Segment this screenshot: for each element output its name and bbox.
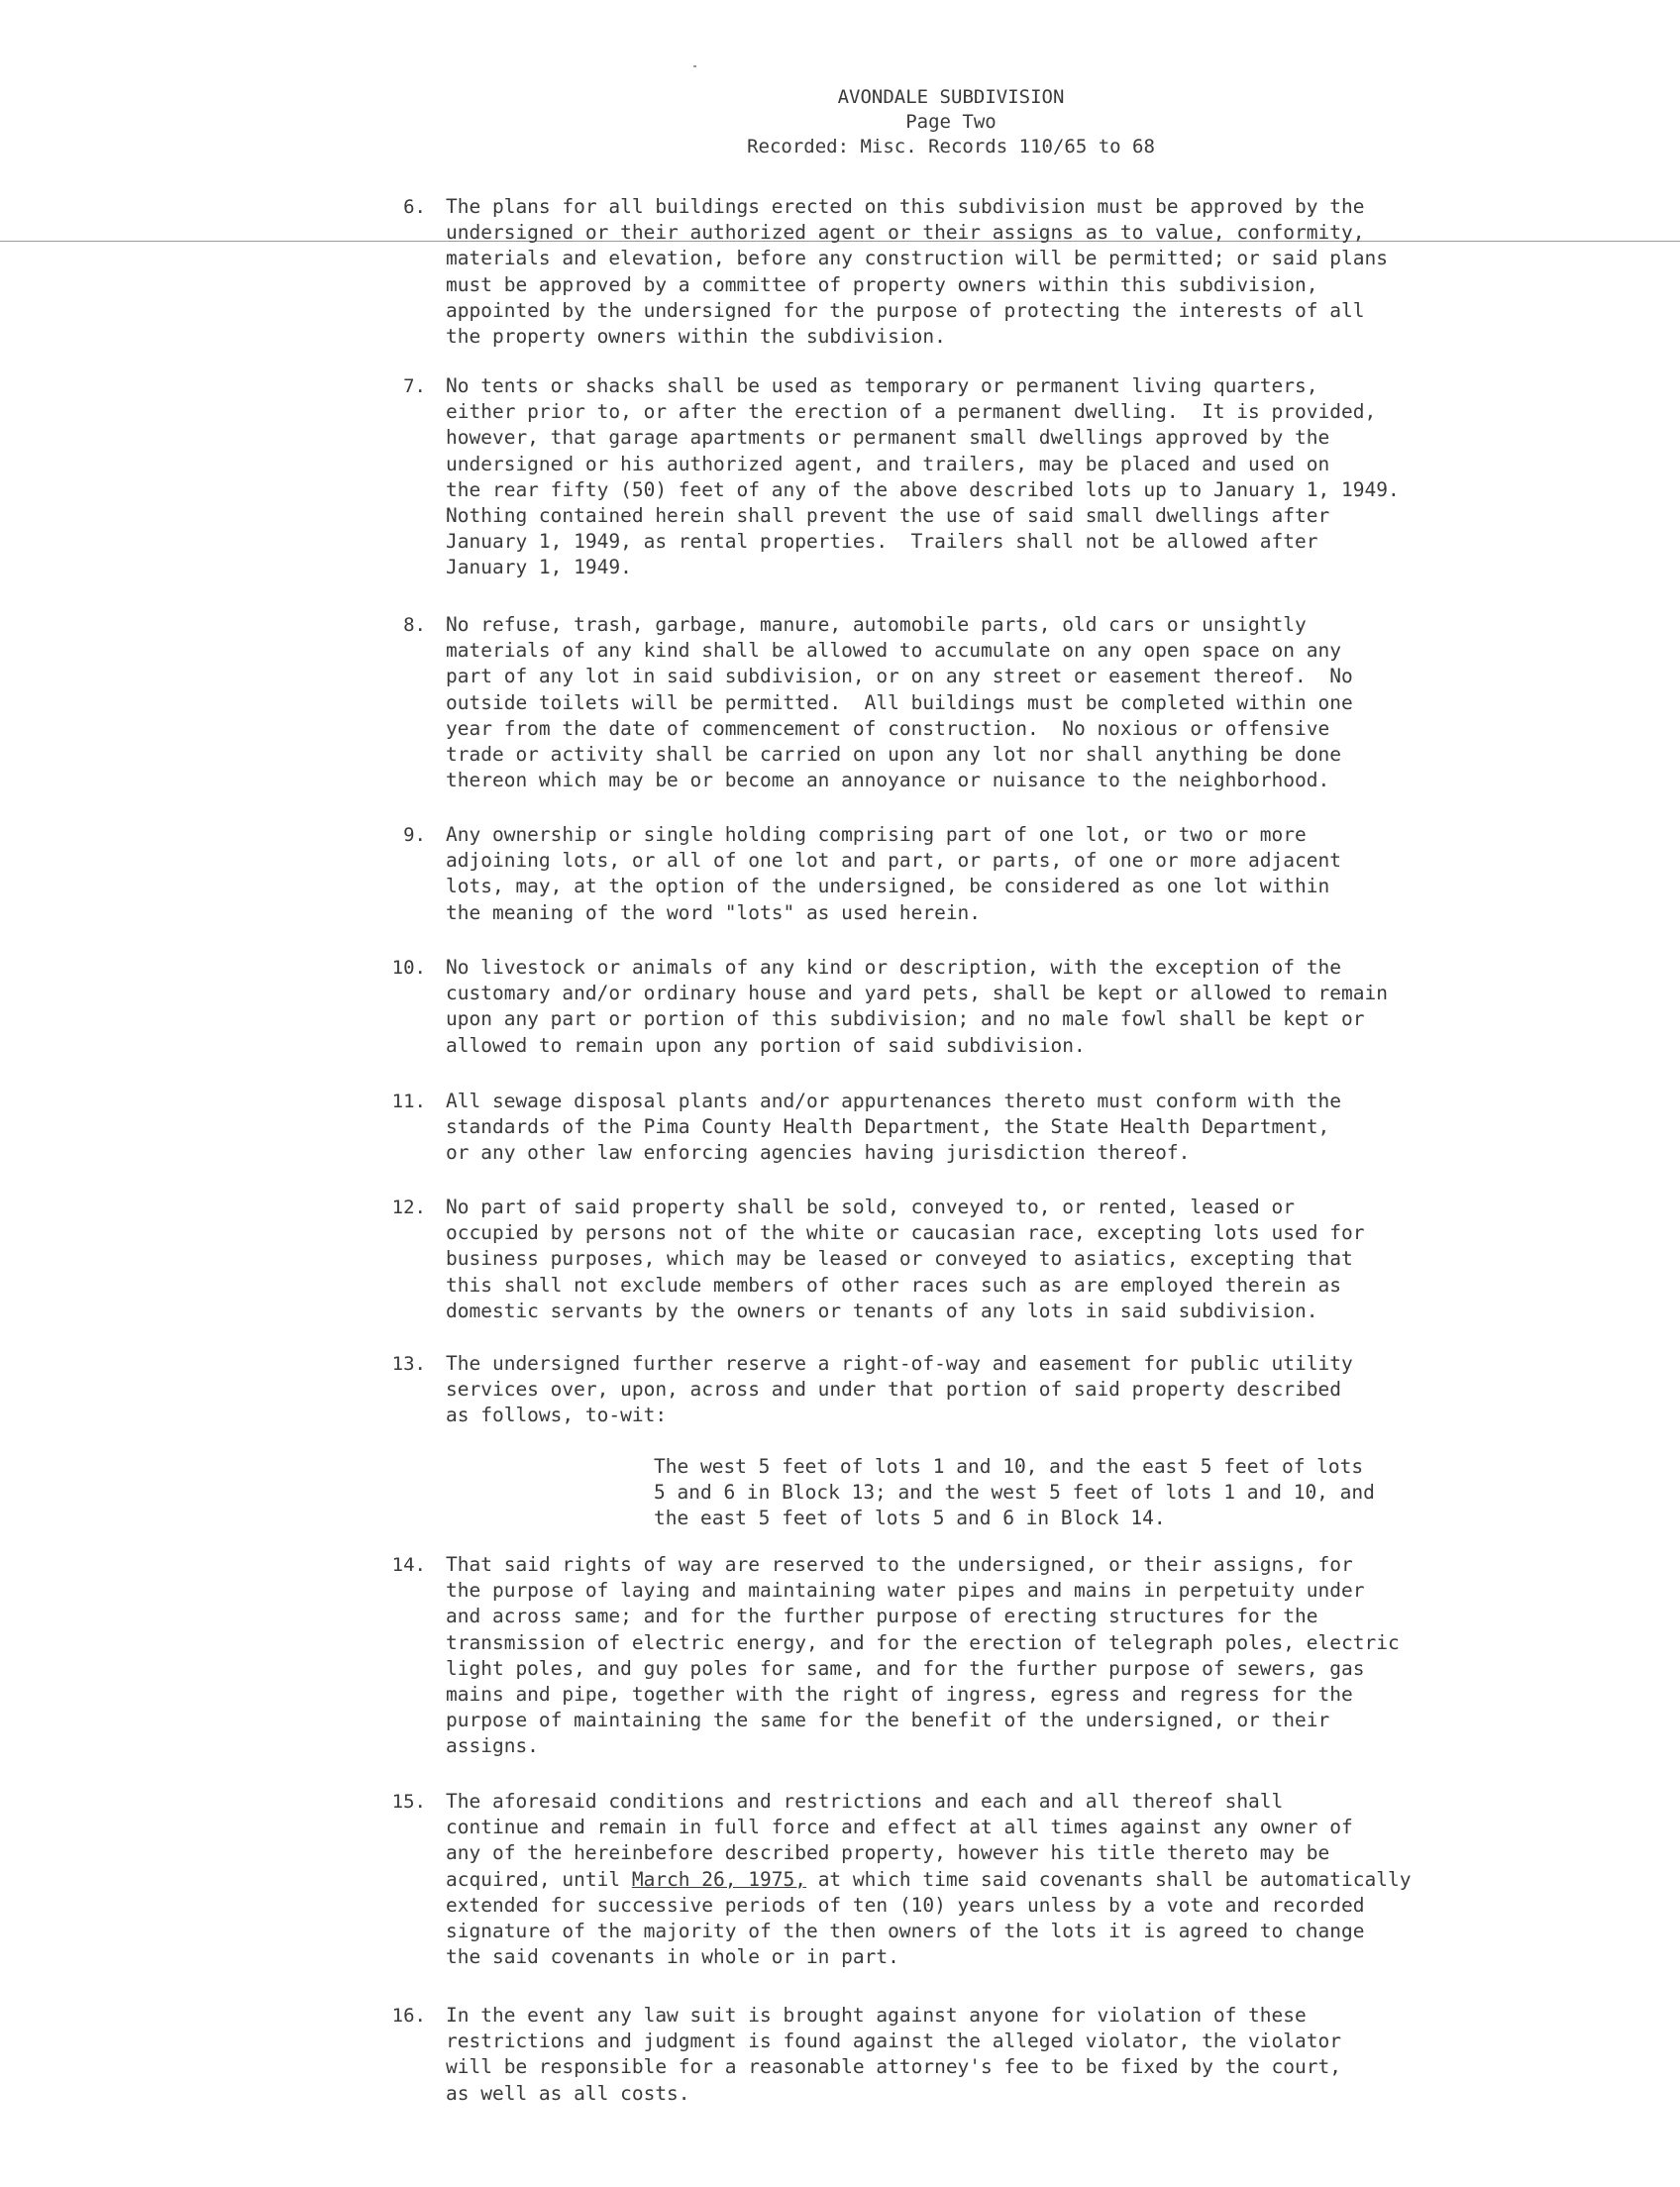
restriction-item-16	[391, 2003, 1634, 2107]
text-line: as well as all costs.	[446, 2081, 690, 2105]
document-header	[693, 85, 1208, 159]
scan-speck	[693, 65, 696, 67]
text-line: this shall not exclude members of other races such as are employed therein as	[446, 1273, 1341, 1297]
recording-reference: Recorded: Misc. Records 110/65 to 68	[747, 136, 1155, 157]
text-line: The plans for all buildings erected on this subdivision must be approved by the	[446, 195, 1365, 218]
text-line: undersigned or their authorized agent or their assigns as to value, conformity,	[446, 221, 1365, 245]
text-line: No livestock or animals of any kind or description, with the exception of the	[446, 956, 1341, 979]
text-line: 5 and 6 in Block 13; and the west 5 feet of lots 1 and 10, and	[654, 1481, 1375, 1505]
text-line: must be approved by a committee of property owners within this subdivision,	[446, 272, 1318, 296]
text-line: will be responsible for a reasonable attorney's fee to be fixed by the court,	[446, 2055, 1341, 2079]
restriction-item-14	[391, 1552, 1634, 1760]
text-line: The aforesaid conditions and restrictions and each and all thereof shall	[446, 1790, 1284, 1813]
page-label: Page Two	[905, 111, 997, 133]
text-line: the rear fifty (50) feet of any of the above described lots up to January 1, 1949.	[446, 477, 1400, 501]
item-number: 8.	[403, 614, 426, 636]
restriction-item-7	[403, 373, 1634, 581]
text-line: purpose of maintaining the same for the benefit of the undersigned, or their	[446, 1709, 1330, 1732]
restriction-item-6	[403, 194, 1634, 350]
text-line: however, that garage apartments or permanent small dwellings approved by the	[446, 426, 1330, 450]
text-line: allowed to remain upon any portion of said subdivision.	[446, 1033, 1086, 1057]
text-line: occupied by persons not of the white or caucasian race, excepting lots used for	[446, 1221, 1365, 1245]
text-line: All sewage disposal plants and/or appurtenances thereto must conform with the	[446, 1090, 1341, 1112]
text-line: the purpose of laying and maintaining water pipes and mains in perpetuity under	[446, 1579, 1365, 1603]
restriction-item-15	[391, 1789, 1634, 1970]
easement-description	[654, 1454, 1545, 1532]
item-number: 7.	[403, 375, 426, 397]
text-line: undersigned or his authorized agent, and trailers, may be placed and used on	[446, 452, 1330, 475]
text-line: year from the date of commencement of construction. No noxious or offensive	[446, 716, 1330, 740]
text-line: or any other law enforcing agencies having jurisdiction thereof.	[446, 1141, 1191, 1165]
item-number: 15.	[391, 1791, 426, 1813]
text-line: Nothing contained herein shall prevent the use of said small dwellings after	[446, 504, 1330, 528]
item-number: 12.	[391, 1197, 426, 1218]
text-line: continue and remain in full force and effect at all times against any owner of	[446, 1816, 1353, 1839]
text-line: light poles, and guy poles for same, and for the further purpose of sewers, gas	[446, 1656, 1365, 1680]
text-line: domestic servants by the owners or tenants of any lots in said subdivision.	[446, 1299, 1318, 1322]
text-line: Any ownership or single holding comprising part of one lot, or two or more	[446, 823, 1307, 846]
text-line: business purposes, which may be leased or conveyed to asiatics, excepting that	[446, 1247, 1353, 1271]
document-title: AVONDALE SUBDIVISION	[837, 86, 1065, 108]
text-line: mains and pipe, together with the right of ingress, egress and regress for the	[446, 1683, 1353, 1707]
text-line: the property owners within the subdivision.	[446, 325, 946, 349]
text-line: transmission of electric energy, and for the erection of telegraph poles, electric	[446, 1630, 1400, 1654]
restriction-item-11	[391, 1089, 1634, 1167]
text-line: restrictions and judgment is found against the alleged violator, the violator	[446, 2030, 1341, 2053]
text-line: customary and/or ordinary house and yard pets, shall be kept or allowed to remain	[446, 982, 1388, 1005]
text-line: any of the hereinbefore described property, however his title thereto may be	[446, 1841, 1330, 1865]
item-number: 9.	[403, 824, 426, 846]
text-line: No refuse, trash, garbage, manure, automobile parts, old cars or unsightly	[446, 613, 1307, 636]
text-line: as follows, to-wit:	[446, 1404, 668, 1427]
item-number: 16.	[391, 2005, 426, 2027]
text-line: the meaning of the word "lots" as used herein.	[446, 900, 982, 924]
item-number: 10.	[391, 957, 426, 979]
underlined-date: March 26, 1975,	[631, 1867, 806, 1891]
text-segment: acquired, until	[446, 1867, 632, 1891]
text-line: extended for successive periods of ten (10) years unless by a vote and recorded	[446, 1893, 1365, 1917]
item-number: 11.	[391, 1091, 426, 1112]
text-line: materials of any kind shall be allowed to accumulate on any open space on any	[446, 639, 1341, 663]
restriction-item-13	[391, 1351, 1634, 1429]
text-line: appointed by the undersigned for the purpose of protecting the interests of all	[446, 298, 1365, 322]
text-line: In the event any law suit is brought against anyone for violation of these	[446, 2004, 1307, 2027]
text-line: materials and elevation, before any construction will be permitted; or said plans	[446, 247, 1388, 270]
text-line: standards of the Pima County Health Department, the State Health Department,	[446, 1115, 1330, 1139]
text-line: outside toilets will be permitted. All buildings must be completed within one	[446, 690, 1353, 714]
text-line: lots, may, at the option of the undersigned, be considered as one lot within	[446, 875, 1330, 898]
text-segment: at which time said covenants shall be automatically	[805, 1867, 1412, 1891]
text-line: the said covenants in whole or in part.	[446, 1945, 899, 1969]
text-line: trade or activity shall be carried on upon any lot nor shall anything be done	[446, 743, 1341, 767]
text-line: No part of said property shall be sold, conveyed to, or rented, leased or	[446, 1196, 1296, 1218]
text-line: January 1, 1949.	[446, 556, 632, 579]
restriction-item-8	[403, 612, 1634, 793]
text-line: the east 5 feet of lots 5 and 6 in Block 14.	[654, 1507, 1166, 1530]
text-line: assigns.	[446, 1734, 539, 1758]
text-line: and across same; and for the further purpose of erecting structures for the	[446, 1605, 1318, 1628]
restriction-item-10	[391, 955, 1634, 1059]
text-line: The west 5 feet of lots 1 and 10, and the east 5 feet of lots	[654, 1455, 1364, 1478]
text-line-with-date	[446, 1867, 1634, 1893]
text-line: adjoining lots, or all of one lot and part, or parts, of one or more adjacent	[446, 849, 1341, 873]
restriction-item-9	[403, 822, 1634, 926]
text-line: No tents or shacks shall be used as temporary or permanent living quarters,	[446, 374, 1318, 397]
item-number: 13.	[391, 1353, 426, 1375]
item-number: 14.	[391, 1554, 426, 1576]
item-number: 6.	[403, 196, 426, 218]
text-line: That said rights of way are reserved to the undersigned, or their assigns, for	[446, 1553, 1353, 1576]
text-line: thereon which may be or become an annoyance or nuisance to the neighborhood.	[446, 769, 1330, 792]
restriction-item-12	[391, 1195, 1634, 1324]
text-line: upon any part or portion of this subdivision; and no male fowl shall be kept or	[446, 1007, 1365, 1031]
text-line: services over, upon, across and under that portion of said property described	[446, 1378, 1341, 1402]
text-line: part of any lot in said subdivision, or on any street or easement thereof. No	[446, 665, 1353, 688]
text-line: The undersigned further reserve a right-of-way and easement for public utility	[446, 1352, 1353, 1375]
text-line: either prior to, or after the erection of a permanent dwelling. It is provided,	[446, 400, 1377, 424]
text-line: January 1, 1949, as rental properties. Trailers shall not be allowed after	[446, 530, 1318, 554]
text-line: signature of the majority of the then owners of the lots it is agreed to change	[446, 1920, 1365, 1943]
